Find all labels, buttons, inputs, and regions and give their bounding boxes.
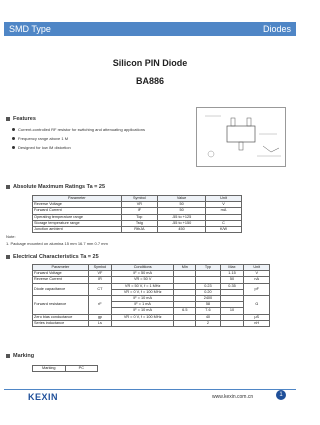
table-row: Operating temperature range Top -55 to +125 [33, 214, 242, 220]
table-row: Forward Voltage VF IF = 50 mA 1.15 V [33, 271, 270, 277]
section-bullet-icon [6, 354, 10, 358]
marking-heading: Marking [6, 353, 34, 359]
feature-item: Designed for low IM distortion [12, 145, 71, 150]
marking-table [32, 365, 98, 372]
bullet-icon [12, 146, 15, 149]
table-row: Forward Current IF 50 mA [33, 208, 242, 214]
note-title: Note: [6, 234, 16, 239]
company-logo: KEXIN [28, 392, 59, 402]
table-row: Junction ambient RthJA 450 K/W [33, 227, 242, 233]
header-type: SMD Type [9, 24, 51, 34]
bullet-icon [12, 137, 15, 140]
part-number: BA886 [135, 76, 164, 86]
table-row: IF = 1 mA 58 [33, 302, 270, 308]
header-bar [4, 22, 296, 36]
table-row: Series inductance Ls 2 nH [33, 320, 270, 326]
feature-item: Frequency range above 1 M [12, 136, 68, 141]
product-title: Silicon PIN Diode [112, 58, 188, 68]
package-outline-drawing [196, 107, 286, 167]
footer-divider [4, 389, 296, 390]
header-category: Diodes [262, 24, 291, 34]
company-url[interactable]: www.kexin.com.cn [212, 394, 254, 400]
section-bullet-icon [6, 255, 10, 259]
section-bullet-icon [6, 185, 10, 189]
table-row: Diode capacitance CT VR = 50 V, f = 1 MHz 0.23 0.35 pF [33, 283, 270, 289]
elec-heading: Electrical Characteristics Ta = 25 [6, 254, 99, 260]
abs-max-heading: Absolute Maximum Ratings Ta = 25 [6, 184, 105, 190]
table-row: Zero bias conductance gp VR = 0 V, f = 100 MHz 40 μS [33, 314, 270, 320]
feature-item: Current-controlled RF resistor for switching and attenuating applications [12, 127, 145, 132]
features-heading: Features [6, 116, 36, 122]
abs-max-table [32, 195, 242, 233]
table-row: Forward resistance rF IF = 10 mA 2400 Ω [33, 296, 270, 302]
table-row: Reverse Voltage VR 50 V [33, 202, 242, 208]
sot23-package-icon [197, 108, 285, 166]
note-text: 1. Package mounted on alumina 15 mm 16.7 mm 0.7 mm [6, 241, 108, 246]
table-row: Reverse Current IR VR = 50 V 50 nA [33, 277, 270, 283]
section-bullet-icon [6, 117, 10, 121]
bullet-icon [12, 128, 15, 131]
table-row: Marking PC [33, 366, 98, 372]
table-header-row: Parameter Symbol Value Unit [33, 196, 242, 202]
table-row: IF = 10 mA 6.5 7.6 10 [33, 308, 270, 314]
table-header-row: Parameter Symbol Conditions Min Typ Max Unit [33, 265, 270, 271]
elec-table [32, 264, 270, 327]
page-number-badge: 1 [276, 390, 286, 400]
table-row: VR = 0 V, f = 100 MHz 0.20 [33, 289, 270, 295]
table-row: Storage temperature range Tstg -55 to +150 C [33, 220, 242, 226]
